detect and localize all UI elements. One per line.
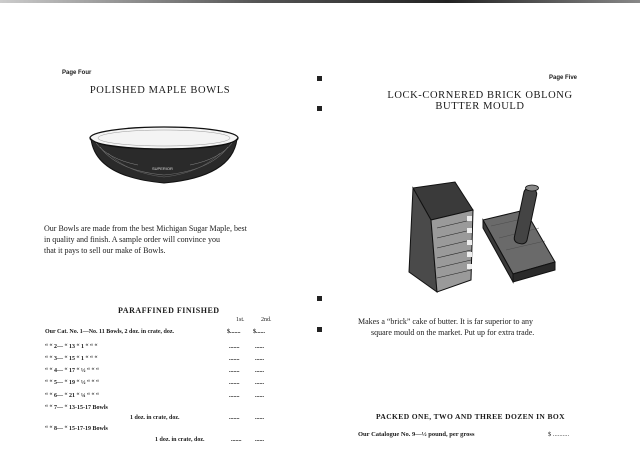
title-line: BUTTER MOULD [435,101,525,112]
catalogue-price: $ .......... [548,431,570,438]
price-row: 1 doz. in crate, doz. ....... ...... [155,437,264,443]
bowl-stamp: SUPERIOR [152,166,173,171]
price-row: “ “ 8— “ 15-17-19 Bowls [45,426,108,432]
catalogue-line: Our Catalogue No. 9—½ pound, per gross [358,431,475,438]
price-row: Our Cat. No. 1—No. 11 Bowls, 2 doz. in crate, doz. $....... $...... [45,329,265,335]
maple-bowl-illustration [88,125,240,187]
butter-mould-illustration [395,180,560,295]
description-line: square mould on the market. Put up for extra trade. [371,328,535,337]
description-line: that it pays to sell our make of Bowls. [44,246,166,255]
price-row: “ “ 6— “ 21 “ ¼ “ “ “ ....... ...... [45,393,264,399]
description [44,223,284,256]
price-row: 1 doz. in crate, doz. ....... ...... [130,415,264,421]
description-line: in quality and finish. A sample order will convince you [44,235,220,244]
left-page [0,0,318,449]
section-title: PARAFFINED FINISHED [118,306,220,315]
column-header-second: 2nd. [261,317,272,323]
page-number: Page Five [549,75,578,81]
page-title: POLISHED MAPLE BOWLS [89,85,231,96]
page-title [360,90,600,112]
packing-heading: PACKED ONE, TWO AND THREE DOZEN IN BOX [376,412,565,421]
price-row: “ “ 3— “ 15 “ 1 “ “ “ ....... ...... [45,356,264,362]
price-row: “ “ 7— “ 13-15-17 Bowls [45,405,108,411]
mould-description [358,316,608,338]
page-number: Page Four [62,70,92,76]
column-header-first: 1st. [236,317,245,323]
price-row: “ “ 2— “ 13 “ 1 “ “ “ ....... ...... [45,344,264,350]
title-line: LOCK-CORNERED BRICK OBLONG [387,90,573,101]
description-line: Our Bowls are made from the best Michigan Sugar Maple, best [44,224,247,233]
description-line: Makes a “brick” cake of butter. It is far superior to any [358,317,534,326]
price-row: “ “ 5— “ 19 “ ½ “ “ “ ....... ...... [45,380,264,386]
price-row: “ “ 4— “ 17 “ ½ “ “ “ ....... ...... [45,368,264,374]
